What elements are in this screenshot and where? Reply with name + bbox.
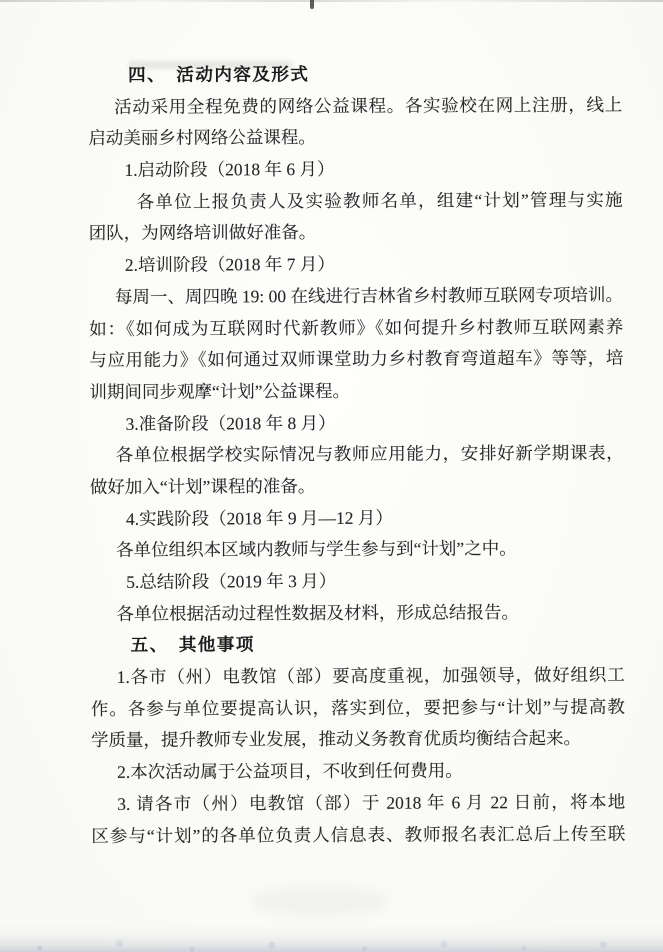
scan-smudge-artifact	[250, 886, 390, 916]
stage-3-heading: 3.准备阶段（2018 年 8 月）	[125, 412, 336, 434]
paragraph-line: 2.本次活动属于公益项目，不收到任何费用。	[117, 760, 463, 783]
paragraph-line: 作。各参与单位要提高认识，落实到位，要把参与“计划”与提高教	[90, 696, 625, 719]
paragraph-line: 各单位根据活动过程性数据及材料，形成总结报告。	[116, 601, 519, 624]
stage-1-heading: 1.启动阶段（2018 年 6 月）	[124, 158, 335, 180]
paragraph-line: 各单位上报负责人及实验教师名单，组建“计划”管理与实施	[136, 189, 623, 212]
paragraph-line: 启动美丽乡村网络公益课程。	[88, 127, 316, 149]
paragraph-line: 各单位根据学校实际情况与教师应用能力，安排好新学期课表，	[115, 442, 624, 466]
stage-2-heading: 2.培训阶段（2018 年 7 月）	[124, 254, 335, 275]
paragraph-line: 团队，为网络培训做好准备。	[88, 222, 317, 244]
paragraph-line: 区参与“计划”的各单位负责人信息表、教师报名表汇总后上传至联	[91, 823, 626, 846]
paragraph-line: 每周一、周四晚 19: 00 在线进行吉林省乡村教师互联网专项培训。	[114, 284, 624, 307]
document-body	[88, 58, 625, 853]
stage-5-heading: 5.总结阶段（2019 年 3 月）	[126, 570, 337, 592]
paragraph-line: 做好加入“计划”课程的准备。	[89, 475, 316, 497]
paragraph-line: 各单位组织本区域内教师与学生参与到“计划”之中。	[116, 538, 517, 561]
section-heading-5: 五、 其他事项	[130, 634, 255, 656]
paragraph-line: 训期间同步观摩“计划”公益课程。	[89, 380, 351, 402]
paragraph-line: 与应用能力》《如何通过双师课堂助力乡村教育弯道超车》等等，培	[89, 347, 624, 371]
section-heading-4: 四、 活动内容及形式	[128, 64, 310, 85]
paragraph-line: 学质量，提升教师专业发展，推动义务教育优质均衡结合起来。	[90, 728, 582, 751]
stage-4-heading: 4.实践阶段（2018 年 9 月—12 月）	[125, 507, 393, 529]
paragraph-line: 1.各市（州）电教馆（部）要高度重视，加强领导，做好组织工	[116, 664, 625, 687]
scan-bottom-edge-artifact	[0, 924, 663, 952]
scan-speck-artifact	[310, 0, 314, 9]
paragraph-line: 3. 请各市（州）电教馆（部）于 2018 年 6 月 22 日前，将本地	[117, 791, 626, 814]
paragraph-line: 如：《如何成为互联网时代新教师》《如何提升乡村教师互联网素养	[89, 316, 624, 339]
scan-top-edge-artifact	[0, 0, 663, 2]
paragraph-line: 活动采用全程免费的网络公益课程。各实验校在网上注册，线上	[114, 94, 623, 117]
